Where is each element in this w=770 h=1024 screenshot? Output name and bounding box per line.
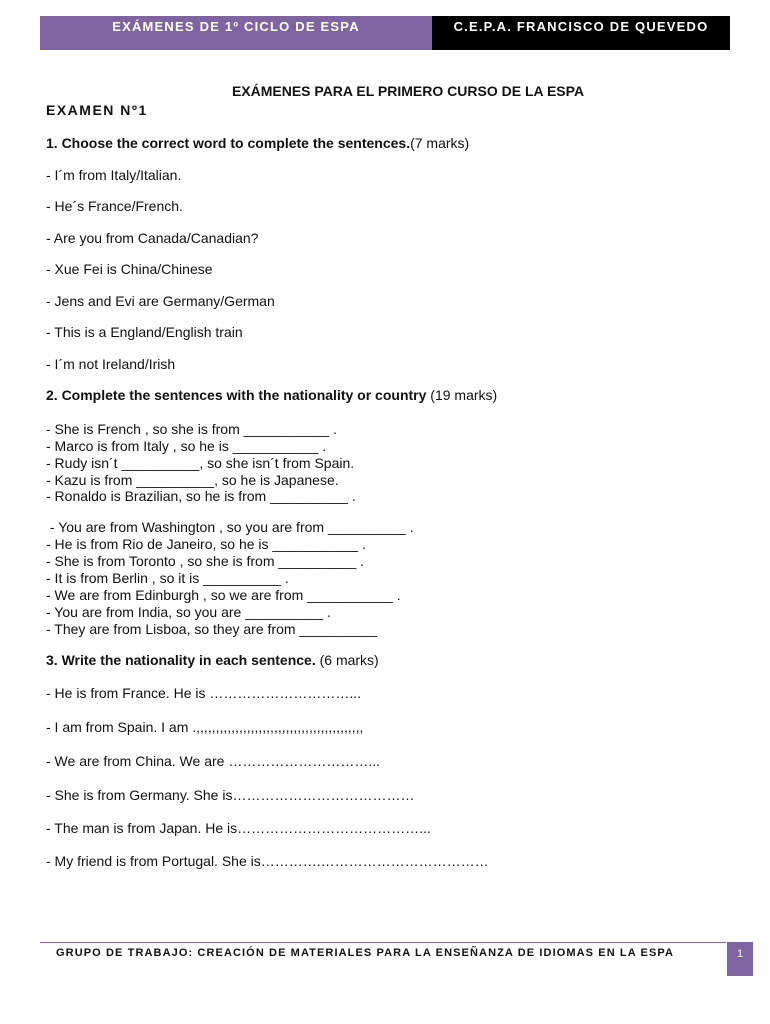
section1-item: - I´m from Italy/Italian. — [46, 167, 182, 183]
section2-item: - They are from Lisboa, so they are from __________ — [46, 621, 378, 637]
section3-item: - The man is from Japan. He is…………………………………... — [46, 820, 431, 836]
section2-item: - It is from Berlin , so it is __________ . — [46, 570, 289, 586]
section1-item: - Xue Fei is China/Chinese — [46, 261, 213, 277]
page-number: 1 — [727, 942, 753, 976]
section1-item: - This is a England/English train — [46, 324, 243, 340]
header-left-text: EXÁMENES DE 1º CICLO DE ESPA — [112, 19, 360, 34]
section3-item: - My friend is from Portugal. She is………….……………………………… — [46, 853, 489, 869]
section2-item: - Kazu is from __________, so he is Japanese. — [46, 472, 339, 488]
section1-item: - Jens and Evi are Germany/German — [46, 293, 275, 309]
section1-marks: (7 marks) — [410, 135, 470, 151]
header-right-text: C.E.P.A. FRANCISCO DE QUEVEDO — [453, 19, 709, 34]
section2-title: 2. Complete the sentences with the nationality or country — [46, 387, 427, 403]
section3-item: - I am from Spain. I am .,,,,,,,,,,,,,,,,,,,,,,,,,,,,,,,,,,,,,,,,,,, — [46, 719, 364, 735]
section2-item: - Rudy isn´t __________, so she isn´t from Spain. — [46, 455, 355, 471]
section3-heading — [46, 652, 379, 668]
footer-text: GRUPO DE TRABAJO: CREACIÓN DE MATERIALES PARA LA ENSEÑANZA DE IDIOMAS EN LA ESPA — [56, 947, 675, 959]
section2-marks: (19 marks) — [430, 387, 498, 403]
section2-item: - You are from India, so you are __________ . — [46, 604, 331, 620]
section2-item: - She is French , so she is from ___________ . — [46, 421, 338, 437]
section3-item: - We are from China. We are …………………………... — [46, 753, 380, 769]
section2-item: - Ronaldo is Brazilian, so he is from __________ . — [46, 488, 356, 504]
section2-item: - Marco is from Italy , so he is ___________ . — [46, 438, 327, 454]
header-left-banner — [40, 16, 432, 50]
section2-item: - We are from Edinburgh , so we are from ___________ . — [46, 587, 401, 603]
section1-item: - I´m not Ireland/Irish — [46, 356, 176, 372]
section2-item: - She is from Toronto , so she is from __________ . — [46, 553, 365, 569]
section3-marks: (6 marks) — [319, 652, 379, 668]
section1-item: - Are you from Canada/Canadian? — [46, 230, 259, 246]
section1-title: 1. Choose the correct word to complete the sentences. — [46, 135, 411, 151]
section3-title: 3. Write the nationality in each sentence. — [46, 652, 316, 668]
section2-item: - You are from Washington , so you are from __________ . — [46, 519, 414, 535]
section2-heading — [46, 387, 497, 403]
section3-item: - She is from Germany. She is………………………………… — [46, 787, 415, 803]
header-right-banner — [432, 16, 730, 50]
footer-divider — [40, 942, 726, 943]
exam-number: EXAMEN Nº1 — [46, 102, 148, 118]
section1-heading — [46, 135, 469, 151]
document-title: EXÁMENES PARA EL PRIMERO CURSO DE LA ESPA — [231, 83, 585, 99]
section3-item: - He is from France. He is …………………………... — [46, 685, 362, 701]
section2-item: - He is from Rio de Janeiro, so he is ___________ . — [46, 536, 366, 552]
section1-item: - He´s France/French. — [46, 198, 183, 214]
